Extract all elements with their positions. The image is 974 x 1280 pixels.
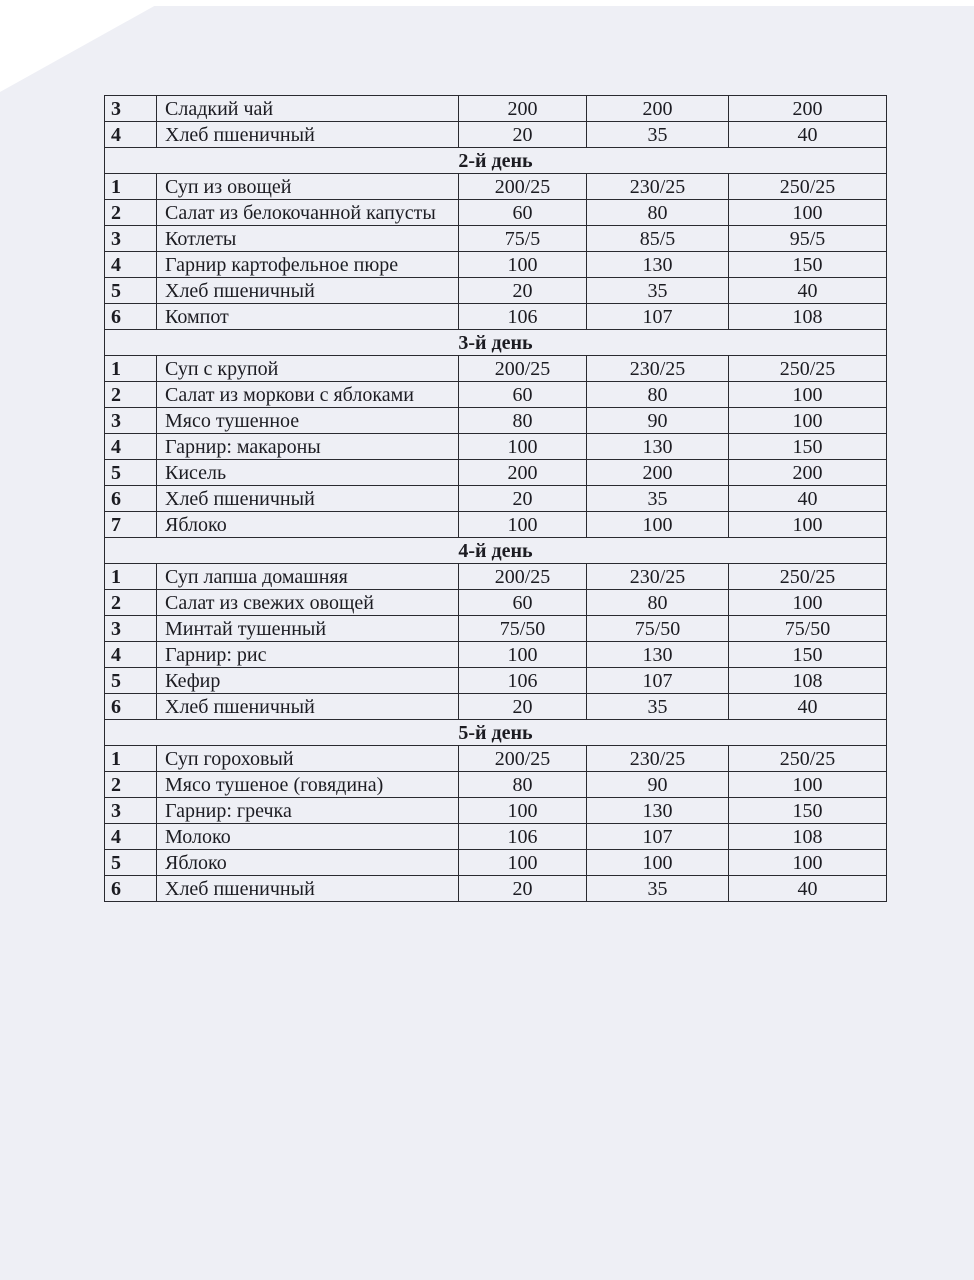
row-number: 4 xyxy=(105,434,157,460)
day-header-row xyxy=(105,538,887,564)
portion-value-1: 80 xyxy=(459,772,587,798)
table-row xyxy=(105,512,887,538)
dish-name: Сладкий чай xyxy=(157,96,459,122)
table-row xyxy=(105,850,887,876)
portion-value-3: 40 xyxy=(729,278,887,304)
row-number: 3 xyxy=(105,616,157,642)
dish-name: Хлеб пшеничный xyxy=(157,486,459,512)
portion-value-2: 85/5 xyxy=(587,226,729,252)
portion-value-1: 200/25 xyxy=(459,746,587,772)
portion-value-1: 60 xyxy=(459,382,587,408)
portion-value-2: 200 xyxy=(587,96,729,122)
dish-name: Хлеб пшеничный xyxy=(157,278,459,304)
portion-value-2: 230/25 xyxy=(587,174,729,200)
dish-name: Суп с крупой xyxy=(157,356,459,382)
portion-value-3: 108 xyxy=(729,668,887,694)
portion-value-2: 90 xyxy=(587,408,729,434)
table-row xyxy=(105,772,887,798)
row-number: 1 xyxy=(105,356,157,382)
portion-value-3: 250/25 xyxy=(729,746,887,772)
row-number: 2 xyxy=(105,590,157,616)
row-number: 4 xyxy=(105,824,157,850)
portion-value-2: 35 xyxy=(587,694,729,720)
row-number: 5 xyxy=(105,278,157,304)
portion-value-3: 100 xyxy=(729,382,887,408)
portion-value-1: 100 xyxy=(459,642,587,668)
portion-value-1: 80 xyxy=(459,408,587,434)
dish-name: Кефир xyxy=(157,668,459,694)
table-row xyxy=(105,694,887,720)
portion-value-3: 250/25 xyxy=(729,564,887,590)
folded-corner xyxy=(0,0,165,92)
table-row xyxy=(105,668,887,694)
row-number: 3 xyxy=(105,408,157,434)
table-row xyxy=(105,564,887,590)
portion-value-1: 100 xyxy=(459,434,587,460)
menu-table-body xyxy=(105,96,887,902)
portion-value-3: 40 xyxy=(729,486,887,512)
dish-name: Суп гороховый xyxy=(157,746,459,772)
portion-value-1: 106 xyxy=(459,304,587,330)
row-number: 5 xyxy=(105,460,157,486)
day-header-row xyxy=(105,330,887,356)
portion-value-2: 90 xyxy=(587,772,729,798)
portion-value-1: 100 xyxy=(459,512,587,538)
portion-value-1: 20 xyxy=(459,694,587,720)
portion-value-3: 150 xyxy=(729,434,887,460)
portion-value-1: 75/50 xyxy=(459,616,587,642)
portion-value-2: 107 xyxy=(587,304,729,330)
portion-value-2: 107 xyxy=(587,668,729,694)
day-header: 5-й день xyxy=(105,720,887,746)
portion-value-2: 130 xyxy=(587,252,729,278)
table-row xyxy=(105,616,887,642)
portion-value-1: 100 xyxy=(459,850,587,876)
row-number: 2 xyxy=(105,772,157,798)
row-number: 1 xyxy=(105,746,157,772)
dish-name: Хлеб пшеничный xyxy=(157,876,459,902)
table-row xyxy=(105,590,887,616)
portion-value-3: 75/50 xyxy=(729,616,887,642)
portion-value-2: 80 xyxy=(587,590,729,616)
portion-value-2: 100 xyxy=(587,512,729,538)
portion-value-1: 106 xyxy=(459,824,587,850)
portion-value-3: 40 xyxy=(729,876,887,902)
portion-value-3: 100 xyxy=(729,512,887,538)
portion-value-2: 130 xyxy=(587,434,729,460)
row-number: 1 xyxy=(105,564,157,590)
portion-value-2: 35 xyxy=(587,278,729,304)
dish-name: Гарнир: гречка xyxy=(157,798,459,824)
dish-name: Салат из свежих овощей xyxy=(157,590,459,616)
portion-value-2: 75/50 xyxy=(587,616,729,642)
portion-value-3: 150 xyxy=(729,798,887,824)
portion-value-1: 200/25 xyxy=(459,174,587,200)
dish-name: Яблоко xyxy=(157,850,459,876)
portion-value-2: 107 xyxy=(587,824,729,850)
portion-value-3: 200 xyxy=(729,460,887,486)
portion-value-1: 200 xyxy=(459,460,587,486)
portion-value-2: 100 xyxy=(587,850,729,876)
row-number: 2 xyxy=(105,382,157,408)
portion-value-1: 20 xyxy=(459,486,587,512)
day-header: 4-й день xyxy=(105,538,887,564)
portion-value-2: 80 xyxy=(587,200,729,226)
portion-value-3: 100 xyxy=(729,850,887,876)
row-number: 1 xyxy=(105,174,157,200)
portion-value-3: 100 xyxy=(729,590,887,616)
portion-value-3: 250/25 xyxy=(729,356,887,382)
dish-name: Суп лапша домашняя xyxy=(157,564,459,590)
row-number: 6 xyxy=(105,694,157,720)
portion-value-2: 230/25 xyxy=(587,746,729,772)
portion-value-1: 20 xyxy=(459,278,587,304)
dish-name: Гарнир: рис xyxy=(157,642,459,668)
table-row xyxy=(105,252,887,278)
portion-value-3: 100 xyxy=(729,772,887,798)
table-row xyxy=(105,356,887,382)
portion-value-2: 130 xyxy=(587,642,729,668)
portion-value-3: 150 xyxy=(729,252,887,278)
portion-value-1: 200 xyxy=(459,96,587,122)
portion-value-2: 230/25 xyxy=(587,564,729,590)
portion-value-2: 35 xyxy=(587,876,729,902)
portion-value-3: 40 xyxy=(729,694,887,720)
portion-value-3: 100 xyxy=(729,200,887,226)
row-number: 3 xyxy=(105,798,157,824)
row-number: 4 xyxy=(105,252,157,278)
dish-name: Компот xyxy=(157,304,459,330)
portion-value-1: 20 xyxy=(459,122,587,148)
portion-value-1: 75/5 xyxy=(459,226,587,252)
dish-name: Хлеб пшеничный xyxy=(157,122,459,148)
table-row xyxy=(105,304,887,330)
portion-value-3: 250/25 xyxy=(729,174,887,200)
portion-value-3: 108 xyxy=(729,304,887,330)
table-row xyxy=(105,382,887,408)
table-row xyxy=(105,200,887,226)
portion-value-2: 200 xyxy=(587,460,729,486)
portion-value-2: 35 xyxy=(587,122,729,148)
table-row xyxy=(105,876,887,902)
dish-name: Яблоко xyxy=(157,512,459,538)
dish-name: Молоко xyxy=(157,824,459,850)
portion-value-3: 95/5 xyxy=(729,226,887,252)
table-row xyxy=(105,460,887,486)
row-number: 3 xyxy=(105,226,157,252)
portion-value-1: 200/25 xyxy=(459,564,587,590)
portion-value-1: 100 xyxy=(459,252,587,278)
table-row xyxy=(105,798,887,824)
dish-name: Минтай тушенный xyxy=(157,616,459,642)
table-row xyxy=(105,96,887,122)
dish-name: Котлеты xyxy=(157,226,459,252)
portion-value-1: 60 xyxy=(459,200,587,226)
portion-value-1: 106 xyxy=(459,668,587,694)
portion-value-1: 100 xyxy=(459,798,587,824)
portion-value-2: 35 xyxy=(587,486,729,512)
row-number: 3 xyxy=(105,96,157,122)
dish-name: Хлеб пшеничный xyxy=(157,694,459,720)
dish-name: Гарнир: макароны xyxy=(157,434,459,460)
dish-name: Мясо тушенное xyxy=(157,408,459,434)
table-row xyxy=(105,434,887,460)
dish-name: Суп из овощей xyxy=(157,174,459,200)
table-row xyxy=(105,278,887,304)
portion-value-3: 108 xyxy=(729,824,887,850)
table-row xyxy=(105,746,887,772)
portion-value-2: 130 xyxy=(587,798,729,824)
dish-name: Гарнир картофельное пюре xyxy=(157,252,459,278)
day-header: 3-й день xyxy=(105,330,887,356)
portion-value-2: 230/25 xyxy=(587,356,729,382)
row-number: 6 xyxy=(105,486,157,512)
table-row xyxy=(105,486,887,512)
dish-name: Салат из белокочанной капусты xyxy=(157,200,459,226)
portion-value-1: 20 xyxy=(459,876,587,902)
row-number: 5 xyxy=(105,850,157,876)
portion-value-3: 150 xyxy=(729,642,887,668)
portion-value-3: 40 xyxy=(729,122,887,148)
table-row xyxy=(105,122,887,148)
table-row xyxy=(105,642,887,668)
dish-name: Мясо тушеное (говядина) xyxy=(157,772,459,798)
row-number: 6 xyxy=(105,304,157,330)
portion-value-3: 200 xyxy=(729,96,887,122)
portion-value-1: 200/25 xyxy=(459,356,587,382)
dish-name: Кисель xyxy=(157,460,459,486)
dish-name: Салат из моркови с яблоками xyxy=(157,382,459,408)
row-number: 5 xyxy=(105,668,157,694)
portion-value-2: 80 xyxy=(587,382,729,408)
portion-value-3: 100 xyxy=(729,408,887,434)
table-row xyxy=(105,174,887,200)
table-row xyxy=(105,226,887,252)
day-header: 2-й день xyxy=(105,148,887,174)
row-number: 6 xyxy=(105,876,157,902)
table-row xyxy=(105,408,887,434)
portion-value-1: 60 xyxy=(459,590,587,616)
table-row xyxy=(105,824,887,850)
menu-table xyxy=(104,95,887,902)
row-number: 7 xyxy=(105,512,157,538)
row-number: 4 xyxy=(105,642,157,668)
day-header-row xyxy=(105,148,887,174)
row-number: 2 xyxy=(105,200,157,226)
day-header-row xyxy=(105,720,887,746)
row-number: 4 xyxy=(105,122,157,148)
